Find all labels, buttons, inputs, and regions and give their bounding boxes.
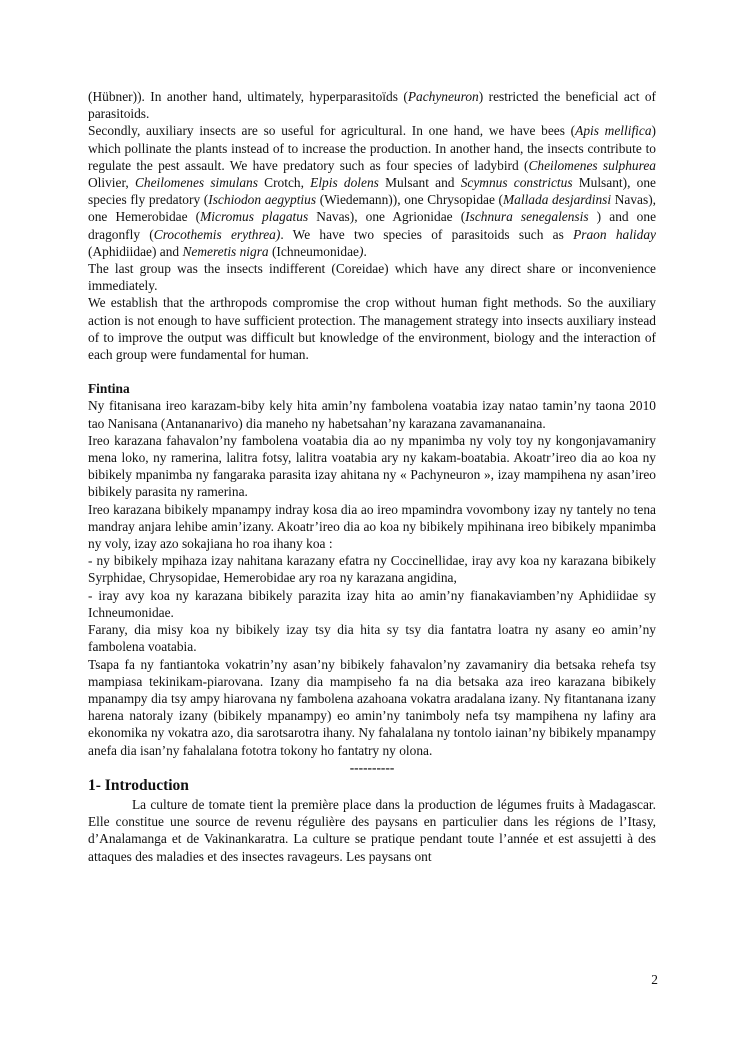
species-name: Ischnura senegalensis [465, 209, 589, 225]
text-run: ) and one dragonfly ( [88, 209, 657, 242]
abstract-paragraph: We establish that the arthropods compromise the crop without human fight methods. So the auxiliary action is not enough to have sufficient protection. The management strategy into insects auxiliary instead of to improve the output was difficult but knowledge of the environment, biology and the interaction of each group were fundamental for human. [88, 295, 656, 363]
text-run: . [363, 243, 367, 259]
species-name: ) [358, 243, 364, 259]
text-run: Mulsant and [378, 175, 461, 191]
fintina-paragraph: Ny fitanisana ireo karazam-biby kely hita amin’ny fambolena voatabia izay natao tamin’ny taona 2010 tao Nanisana (Antananarivo) dia maneho ny habetsahan’ny karazana zavamananaina. [88, 398, 656, 431]
abstract-paragraph [88, 88, 656, 122]
species-name: Elpis dolens [310, 175, 379, 191]
fintina-paragraph: Ireo karazana fahavalon’ny fambolena voatabia dia ao ny mpanimba ny voly toy ny kongonjavamaniry mena loko, ny ramerina, lalitra fotsy, lalitra voatabia ary ny kakam-boatabia. Akoatr’ireo dia ao koa ny bibikely mpanimba ny fangaraka parasita izay ahitana ny « Pachyneuron », izay mampihena ny asan’ireo bibikely parasita ny ramerina. [88, 432, 656, 500]
text-run: Crotch, [257, 175, 311, 191]
text-run: ) which pollinate the plants instead of to increase the production. In another hand, the insects contribute to regulate the pest assault. We have predatory such as four species of ladybird ( [88, 123, 656, 173]
text-run: Olivier, [88, 175, 135, 191]
fintina-heading: Fintina [88, 381, 130, 397]
text-run: (Hübner)). In another hand, ultimately, hyperparasitoïds ( [88, 89, 408, 104]
fintina-list-item: - iray avy koa ny karazana bibikely parazita izay hita ao amin’ny fianakaviamben’ny Aphidiidae sy Ichneumonidae. [88, 587, 656, 620]
abstract-paragraph: The last group was the insects indifferent (Coreidae) which have any direct share or inconvenience immediately. [88, 261, 656, 294]
species-name: Cheilomenes simulans [134, 175, 258, 191]
text-run: (Ichneumonidae [268, 243, 359, 259]
species-name: Apis mellifica [575, 123, 652, 139]
introduction-title: 1- Introduction [88, 776, 189, 794]
species-name: Nemeretis nigra [182, 243, 269, 259]
page-body [88, 88, 656, 865]
page-number: 2 [651, 972, 658, 987]
text-run: Navas), one Agrionidae ( [308, 209, 466, 225]
text-run: Mulsant), one species fly predatory ( [88, 175, 656, 208]
text-run: . We have two species of parasitoids such as [280, 226, 574, 242]
fintina-paragraph: Tsapa fa ny fantiantoka vokatrin’ny asan’ny bibikely fahavalon’ny zavamaniry dia betsaka rehefa tsy mampiasa tekinikam-piarovana. Izany dia mampiseho fa na dia betsaka aza ireo karazana bibikely mpanampy dia tsy ampy hiarovana ny fambolena azahoana vokatra aradalana izany. Ny fitantanana izany harena natoraly izany (bibikely mpanampy) eo amin’ny tanimboly nefa tsy mampihena ny lafiny ara ekonomika ny vokatra azo, dia sarotsarotra ihany. Ny fahalalana ny tontolo iainan’ny bibikely mpanampy anefa dia isan’ny fahalalana fototra tokony ho fantatry ny olona. [88, 656, 656, 758]
species-name: Mallada desjardinsi [503, 192, 612, 208]
introduction-paragraph: La culture de tomate tient la première place dans la production de légumes fruits à Madagascar. Elle constitue une source de revenu régulière des paysans en particulier dans les régions de l’Itasy, d’Analamanga et de Vakinankaratra. La culture se pratique pendant toute l’année et est assujetti à des attaques des maladies et des insectes ravageurs. Les paysans ont [88, 796, 656, 864]
species-name: Cheilomenes sulphurea [528, 157, 656, 173]
species-name: Praon haliday [573, 226, 656, 242]
text-run: ) restricted the beneficial act of parasitoids. [88, 89, 657, 122]
fintina-paragraph: Farany, dia misy koa ny bibikely izay tsy dia hita sy tsy dia fantatra loatra ny asany eo amin’ny fambolena voatabia. [88, 622, 656, 655]
species-name: Micromus plagatus [200, 209, 309, 225]
species-name: Crocothemis erythrea) [153, 226, 281, 242]
abstract-paragraph [88, 122, 656, 260]
spacer [88, 363, 656, 380]
species-name: Scymnus constrictus [460, 175, 573, 191]
species-name: Pachyneuron [407, 89, 479, 104]
fintina-paragraph: Ireo karazana bibikely mpanampy indray kosa dia ao ireo mpamindra vovombony izay ny tantely no tena mandray anjara lehibe amin’izany. Akoatr’ireo dia ao koa ny bibikely mpihinana ireo bibikely mpanimba ny voly, izay azo sokajiana ho roa ihany koa : [88, 501, 656, 552]
fintina-list-item: - ny bibikely mpihaza izay nahitana karazany efatra ny Coccinellidae, iray avy koa ny karazana bibikely Syrphidae, Chrysopidae, Hemerobidae ary roa ny karazana angidina, [88, 553, 656, 586]
text-run: Secondly, auxiliary insects are so useful for agricultural. In one hand, we have bees ( [88, 123, 576, 139]
text-run: Navas), one Hemerobidae ( [88, 192, 656, 225]
section-divider: ---------- [349, 759, 395, 775]
species-name: Ischiodon aegyptius [208, 192, 317, 208]
text-run: (Wiedemann)), one Chrysopidae ( [316, 192, 504, 208]
text-run: (Aphidiidae) and [88, 243, 183, 259]
